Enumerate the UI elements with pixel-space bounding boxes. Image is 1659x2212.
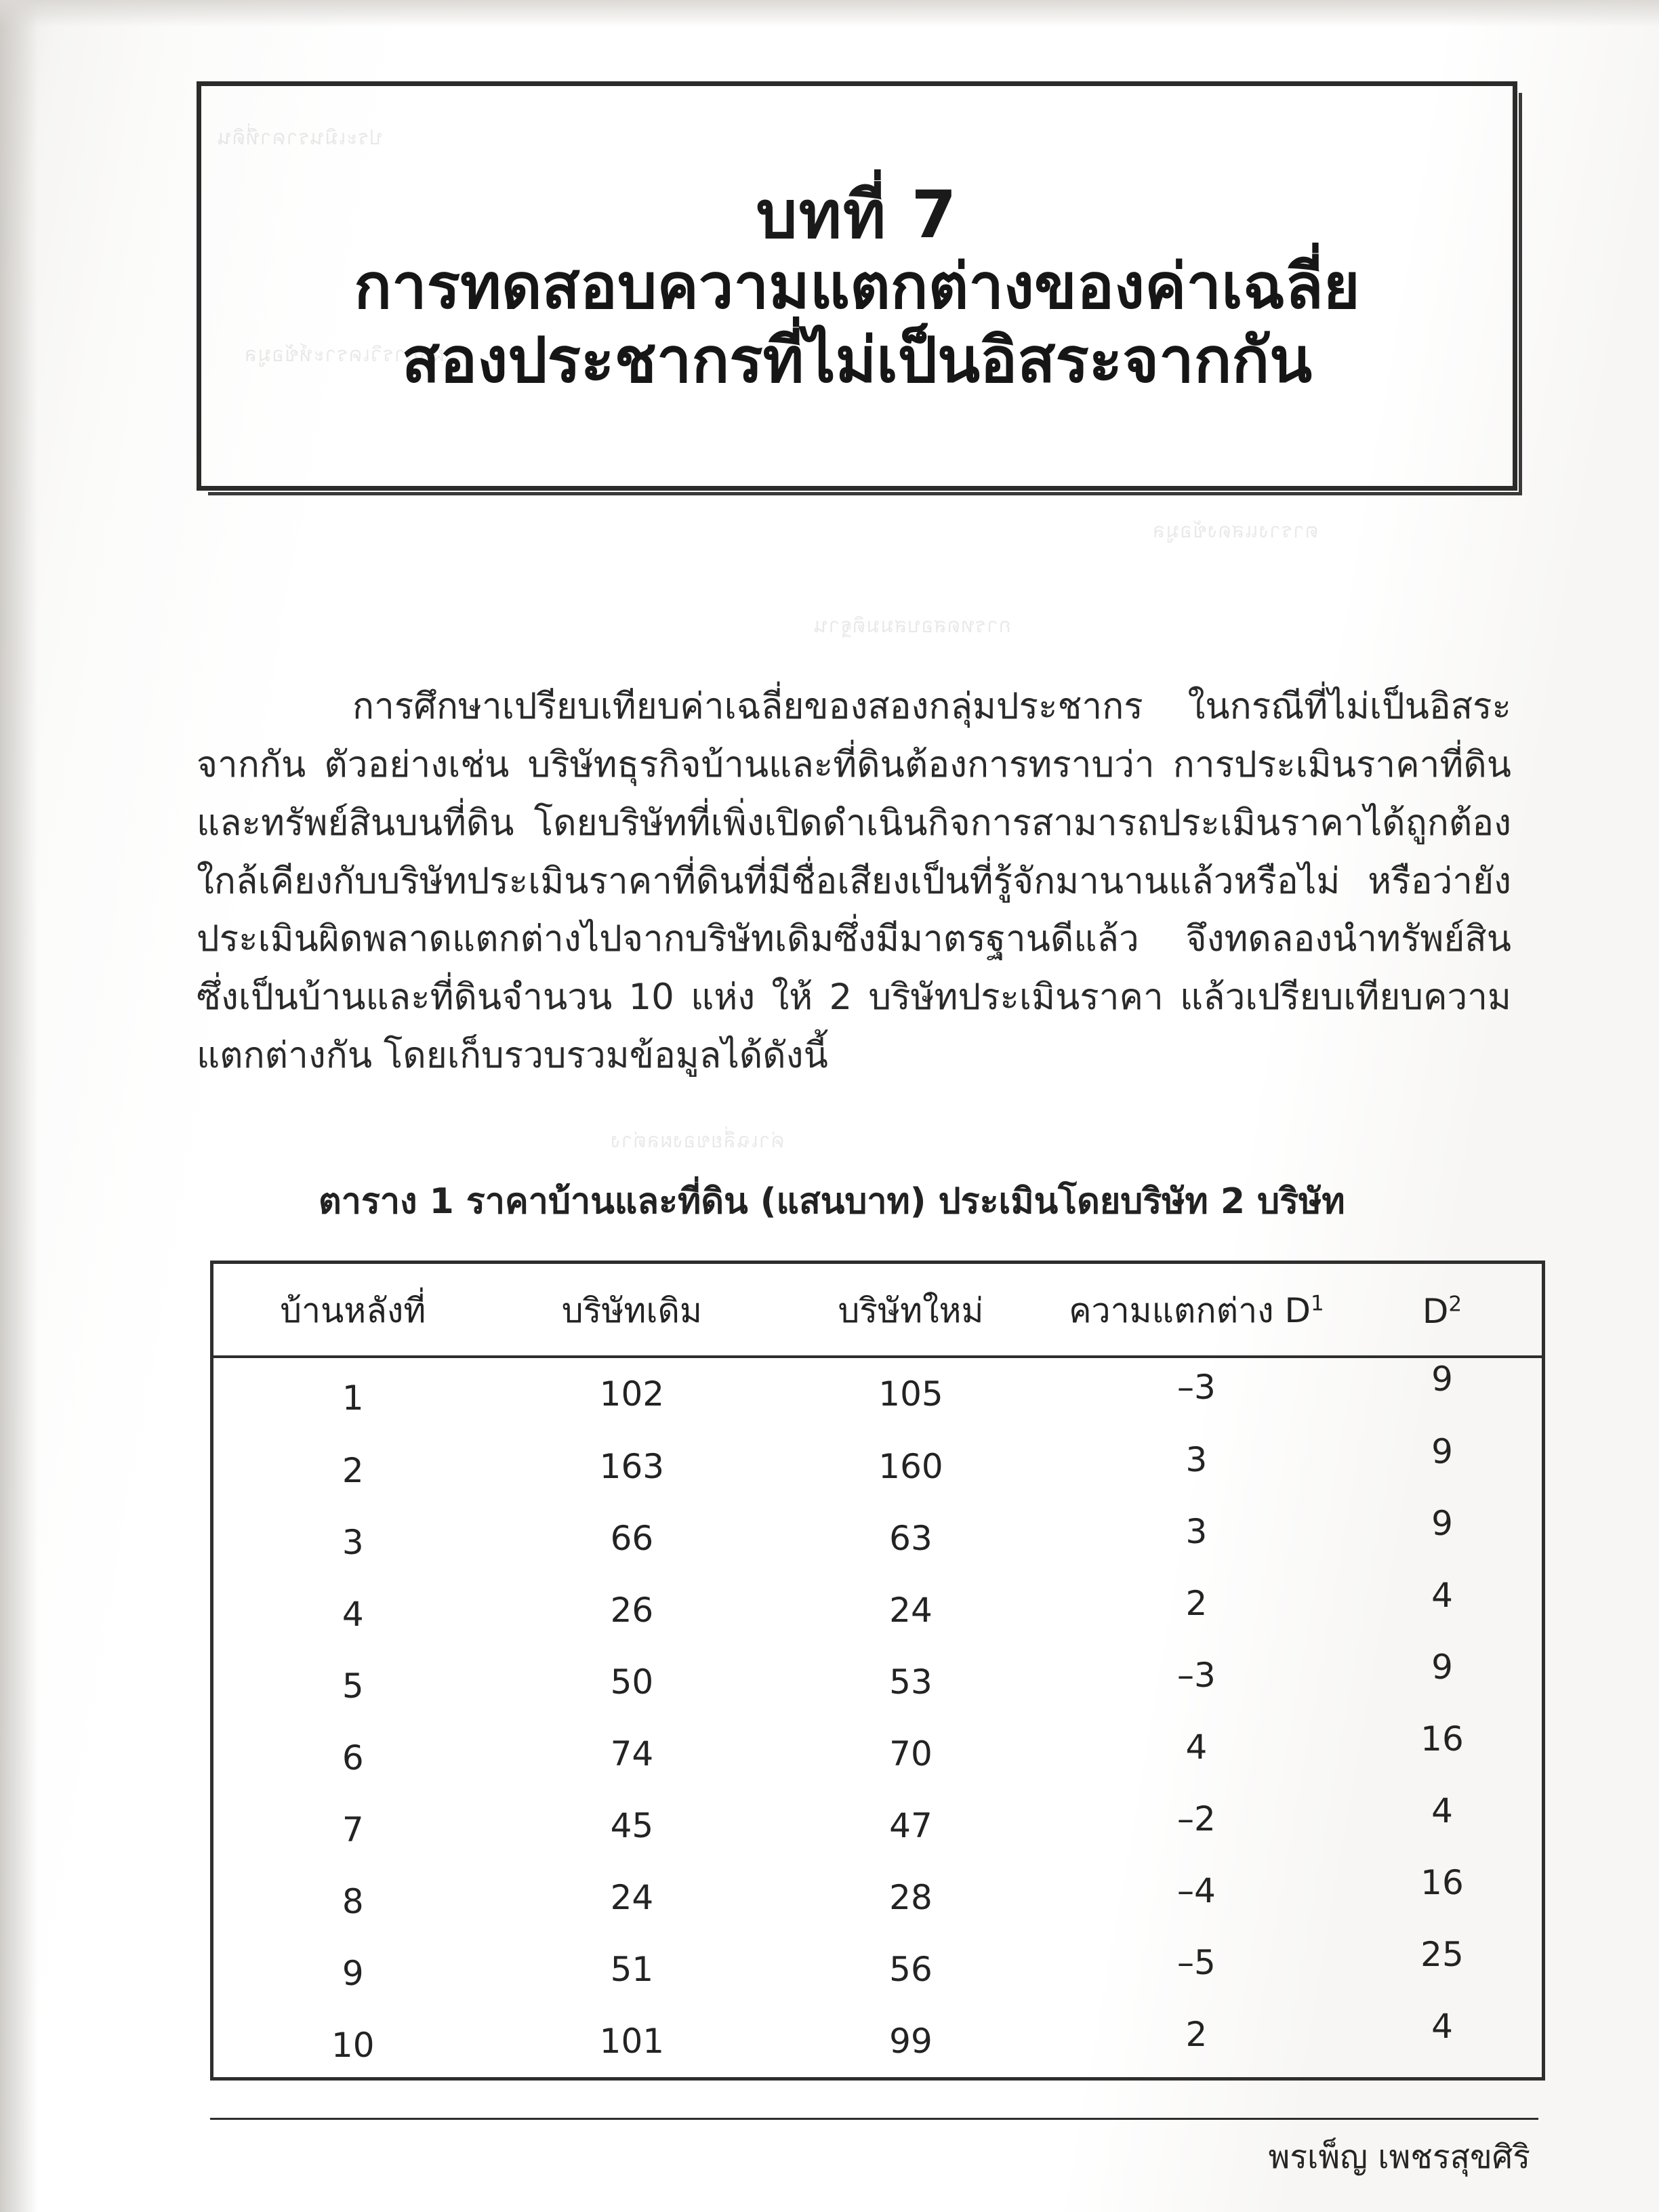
cell-new: 105 bbox=[878, 1374, 943, 1414]
cell-d-squared: 9 bbox=[1431, 1431, 1453, 1471]
cell-d-squared: 16 bbox=[1420, 1719, 1464, 1759]
cell-new: 56 bbox=[889, 1949, 933, 1989]
footer-author: พรเพ็ญ เพชรสุขศิริ bbox=[1268, 2138, 1530, 2176]
cell-new: 70 bbox=[889, 1734, 933, 1774]
cell-old: 51 bbox=[610, 1949, 654, 1989]
cell-d-squared: 9 bbox=[1431, 1647, 1453, 1687]
cell-difference: 2 bbox=[1185, 1583, 1208, 1623]
cell-house: 1 bbox=[342, 1378, 364, 1418]
body-paragraph bbox=[197, 678, 1511, 1085]
column-header-new-company: บริษัทใหม่ bbox=[771, 1264, 1050, 1357]
cell-old: 163 bbox=[599, 1446, 665, 1486]
chapter-title-box bbox=[197, 81, 1517, 491]
cell-old: 26 bbox=[610, 1590, 654, 1630]
column-header-old-company: บริษัทเดิม bbox=[493, 1264, 772, 1357]
cell-house: 5 bbox=[342, 1666, 364, 1706]
column-header-difference-label: ความแตกต่าง D bbox=[1069, 1291, 1311, 1330]
cell-d-squared: 4 bbox=[1431, 1790, 1453, 1830]
chapter-title-line-1: การทดสอบความแตกต่างของค่าเฉลี่ย bbox=[354, 250, 1360, 323]
cell-difference: –2 bbox=[1176, 1799, 1216, 1839]
cell-d-squared: 9 bbox=[1431, 1503, 1453, 1543]
cell-new: 160 bbox=[878, 1446, 943, 1486]
cell-difference: 3 bbox=[1185, 1439, 1208, 1479]
cell-difference: –4 bbox=[1176, 1870, 1216, 1910]
cell-d-squared: 16 bbox=[1420, 1862, 1464, 1902]
cell-old: 24 bbox=[610, 1877, 654, 1917]
cell-house: 4 bbox=[342, 1594, 364, 1634]
cell-difference: 4 bbox=[1185, 1727, 1208, 1767]
cell-house: 8 bbox=[342, 1881, 364, 1921]
footer-divider bbox=[210, 2118, 1538, 2120]
cell-new: 47 bbox=[889, 1805, 933, 1845]
data-table bbox=[213, 1264, 1542, 2077]
cell-old: 101 bbox=[599, 2021, 665, 2061]
cell-house: 10 bbox=[331, 2025, 375, 2065]
cell-new: 28 bbox=[889, 1877, 933, 1917]
column-header-house: บ้านหลังที่ bbox=[213, 1264, 493, 1357]
cell-old: 45 bbox=[610, 1805, 654, 1845]
cell-d-squared: 4 bbox=[1431, 2006, 1453, 2046]
chapter-number: บทที่ 7 bbox=[756, 176, 958, 253]
cell-new: 53 bbox=[889, 1662, 933, 1702]
table-row bbox=[213, 2005, 1542, 2077]
column-header-d-squared-superscript: 2 bbox=[1448, 1291, 1462, 1316]
cell-difference: –3 bbox=[1176, 1655, 1216, 1695]
cell-d-squared: 9 bbox=[1431, 1359, 1453, 1399]
cell-difference: 3 bbox=[1185, 1511, 1208, 1551]
table-caption: ตาราง 1 ราคาบ้านและที่ดิน (แสนบาท) ประเมินโดยบริษัท 2 บริษัท bbox=[319, 1181, 1345, 1222]
cell-new: 63 bbox=[889, 1518, 933, 1558]
cell-house: 7 bbox=[342, 1809, 364, 1849]
cell-house: 3 bbox=[342, 1522, 364, 1562]
cell-new: 99 bbox=[889, 2021, 933, 2061]
column-header-difference-superscript: 1 bbox=[1310, 1291, 1324, 1316]
cell-house: 6 bbox=[342, 1738, 364, 1778]
cell-difference: 2 bbox=[1185, 2014, 1208, 2054]
paragraph-text: การศึกษาเปรียบเทียบค่าเฉลี่ยของสองกลุ่มประชากร ในกรณีที่ไม่เป็นอิสระจากกัน ตัวอย่างเช่น บริษัทธุรกิจบ้านและที่ดินต้องการทราบว่า การประเมินราคาที่ดินและทรัพย์สินบนที่ดิน โดยบริษัทที่เพิ่งเปิดดำเนินกิจการสามารถประเมินราคาได้ถูกต้องใกล้เคียงกับบริษัทประเมินราคาที่ดินที่มีชื่อเสียงเป็นที่รู้จักมานานแล้วหรือไม่ หรือว่ายังประเมินผิดพลาดแตกต่างไปจากบริษัทเดิมซึ่งมีมาตรฐานดีแล้ว จึงทดลองนำทรัพย์สินซึ่งเป็นบ้านและที่ดินจำนวน 10 แห่ง ให้ 2 บริษัทประเมินราคา แล้วเปรียบเทียบความแตกต่างกัน โดยเก็บรวบรวมข้อมูลได้ดังนี้ bbox=[197, 686, 1511, 1077]
cell-new: 24 bbox=[889, 1590, 933, 1630]
column-header-difference bbox=[1050, 1264, 1343, 1357]
cell-house: 2 bbox=[342, 1450, 364, 1490]
cell-d-squared: 25 bbox=[1420, 1934, 1464, 1974]
cell-old: 66 bbox=[610, 1518, 654, 1558]
table-body bbox=[213, 1357, 1542, 2077]
cell-house: 9 bbox=[342, 1953, 364, 1993]
data-table-container bbox=[210, 1261, 1545, 2081]
cell-old: 102 bbox=[599, 1374, 665, 1414]
chapter-title-line-2: สองประชากรที่ไม่เป็นอิสระจากกัน bbox=[401, 323, 1313, 396]
cell-d-squared: 4 bbox=[1431, 1575, 1453, 1615]
column-header-d-squared-label: D bbox=[1422, 1291, 1449, 1331]
cell-difference: –5 bbox=[1176, 1942, 1216, 1982]
cell-old: 74 bbox=[610, 1734, 654, 1774]
cell-difference: –3 bbox=[1176, 1368, 1216, 1408]
cell-old: 50 bbox=[610, 1662, 654, 1702]
